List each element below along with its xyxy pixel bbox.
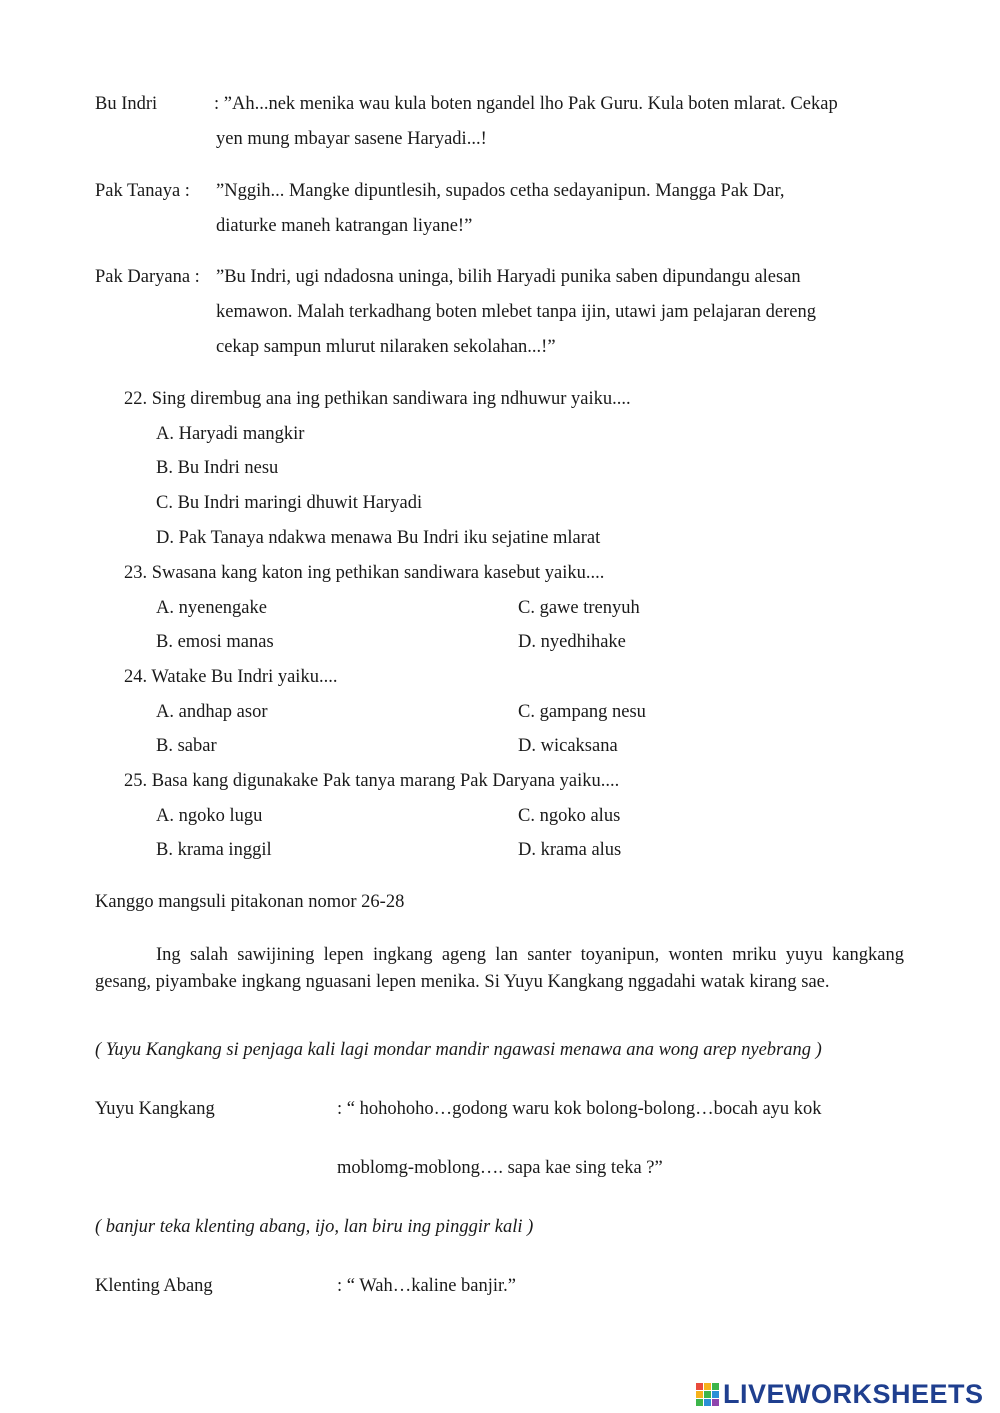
dialogue-line: : “ Wah…kaline banjir.” xyxy=(337,1276,517,1296)
question-text: Swasana kang katon ing pethikan sandiwara kasebut yaiku.... xyxy=(151,563,605,583)
option: D. krama alus xyxy=(518,840,622,860)
question-22 xyxy=(124,389,631,410)
dialogue-line: moblomg-moblong…. sapa kae sing teka ?” xyxy=(337,1158,663,1178)
option: C. ngoko alus xyxy=(518,806,621,826)
dialogue-line: ”Nggih... Mangke dipuntlesih, supados cetha sedayanipun. Mangga Pak Dar, xyxy=(216,181,785,201)
option: A. nyenengake xyxy=(156,598,267,618)
speaker-pak-tanaya: Pak Tanaya : xyxy=(95,181,190,201)
option: C. Bu Indri maringi dhuwit Haryadi xyxy=(156,493,423,513)
dialogue-line: ”Bu Indri, ugi ndadosna uninga, bilih Haryadi punika saben dipundangu alesan xyxy=(216,267,801,287)
option: A. andhap asor xyxy=(156,702,268,722)
logo-text: LIVEWORKSHEETS xyxy=(723,1378,984,1409)
question-text: Sing dirembug ana ing pethikan sandiwara ing ndhuwur yaiku.... xyxy=(151,389,631,409)
speaker-pak-daryana: Pak Daryana : xyxy=(95,267,200,287)
option: B. krama inggil xyxy=(156,840,272,860)
question-text: Watake Bu Indri yaiku.... xyxy=(151,667,338,687)
stage-direction: ( banjur teka klenting abang, ijo, lan biru ing pinggir kali ) xyxy=(95,1217,534,1237)
liveworksheets-logo xyxy=(696,1379,984,1409)
dialogue-line: : ”Ah...nek menika wau kula boten ngandel lho Pak Guru. Kula boten mlarat. Cekap xyxy=(214,94,838,114)
dialogue-line: cekap sampun mlurut nilaraken sekolahan...!” xyxy=(216,337,556,357)
question-23 xyxy=(124,563,604,584)
stage-direction: ( Yuyu Kangkang si penjaga kali lagi mondar mandir ngawasi menawa ana wong arep nyebrang ) xyxy=(95,1040,822,1060)
question-number: 23. xyxy=(124,563,148,583)
logo-grid-icon xyxy=(696,1383,719,1406)
question-number: 25. xyxy=(124,771,148,791)
section-intro: Kanggo mangsuli pitakonan nomor 26-28 xyxy=(95,892,405,912)
option: D. Pak Tanaya ndakwa menawa Bu Indri iku sejatine mlarat xyxy=(156,528,601,548)
option: C. gawe trenyuh xyxy=(518,598,640,618)
option: A. ngoko lugu xyxy=(156,806,263,826)
dialogue-line: kemawon. Malah terkadhang boten mlebet tanpa ijin, utawi jam pelajaran dereng xyxy=(216,302,817,322)
dialogue-line: : “ hohohoho…godong waru kok bolong-bolong…bocah ayu kok xyxy=(337,1099,822,1119)
option: D. wicaksana xyxy=(518,736,618,756)
question-text: Basa kang digunakake Pak tanya marang Pak Daryana yaiku.... xyxy=(151,771,620,791)
option: C. gampang nesu xyxy=(518,702,646,722)
dialogue-line: yen mung mbayar sasene Haryadi...! xyxy=(216,129,487,149)
option: B. emosi manas xyxy=(156,632,274,652)
option: D. nyedhihake xyxy=(518,632,626,652)
speaker-bu-indri: Bu Indri xyxy=(95,94,158,114)
dialogue-line: diaturke maneh katrangan liyane!” xyxy=(216,216,473,236)
story-paragraph: Ing salah sawijining lepen ingkang ageng lan santer toyanipun, wonten mriku yuyu kangkang gesang, piyambake ingkang nguasani lepen menika. Si Yuyu Kangkang nggadahi watak kirang sae. xyxy=(95,945,904,992)
option: B. Bu Indri nesu xyxy=(156,458,279,478)
option: A. Haryadi mangkir xyxy=(156,424,305,444)
question-24 xyxy=(124,667,337,688)
speaker-yuyu-kangkang: Yuyu Kangkang xyxy=(95,1099,215,1119)
question-number: 22. xyxy=(124,389,148,409)
question-number: 24. xyxy=(124,667,148,687)
question-25 xyxy=(124,771,619,792)
speaker-klenting-abang: Klenting Abang xyxy=(95,1276,213,1296)
option: B. sabar xyxy=(156,736,217,756)
